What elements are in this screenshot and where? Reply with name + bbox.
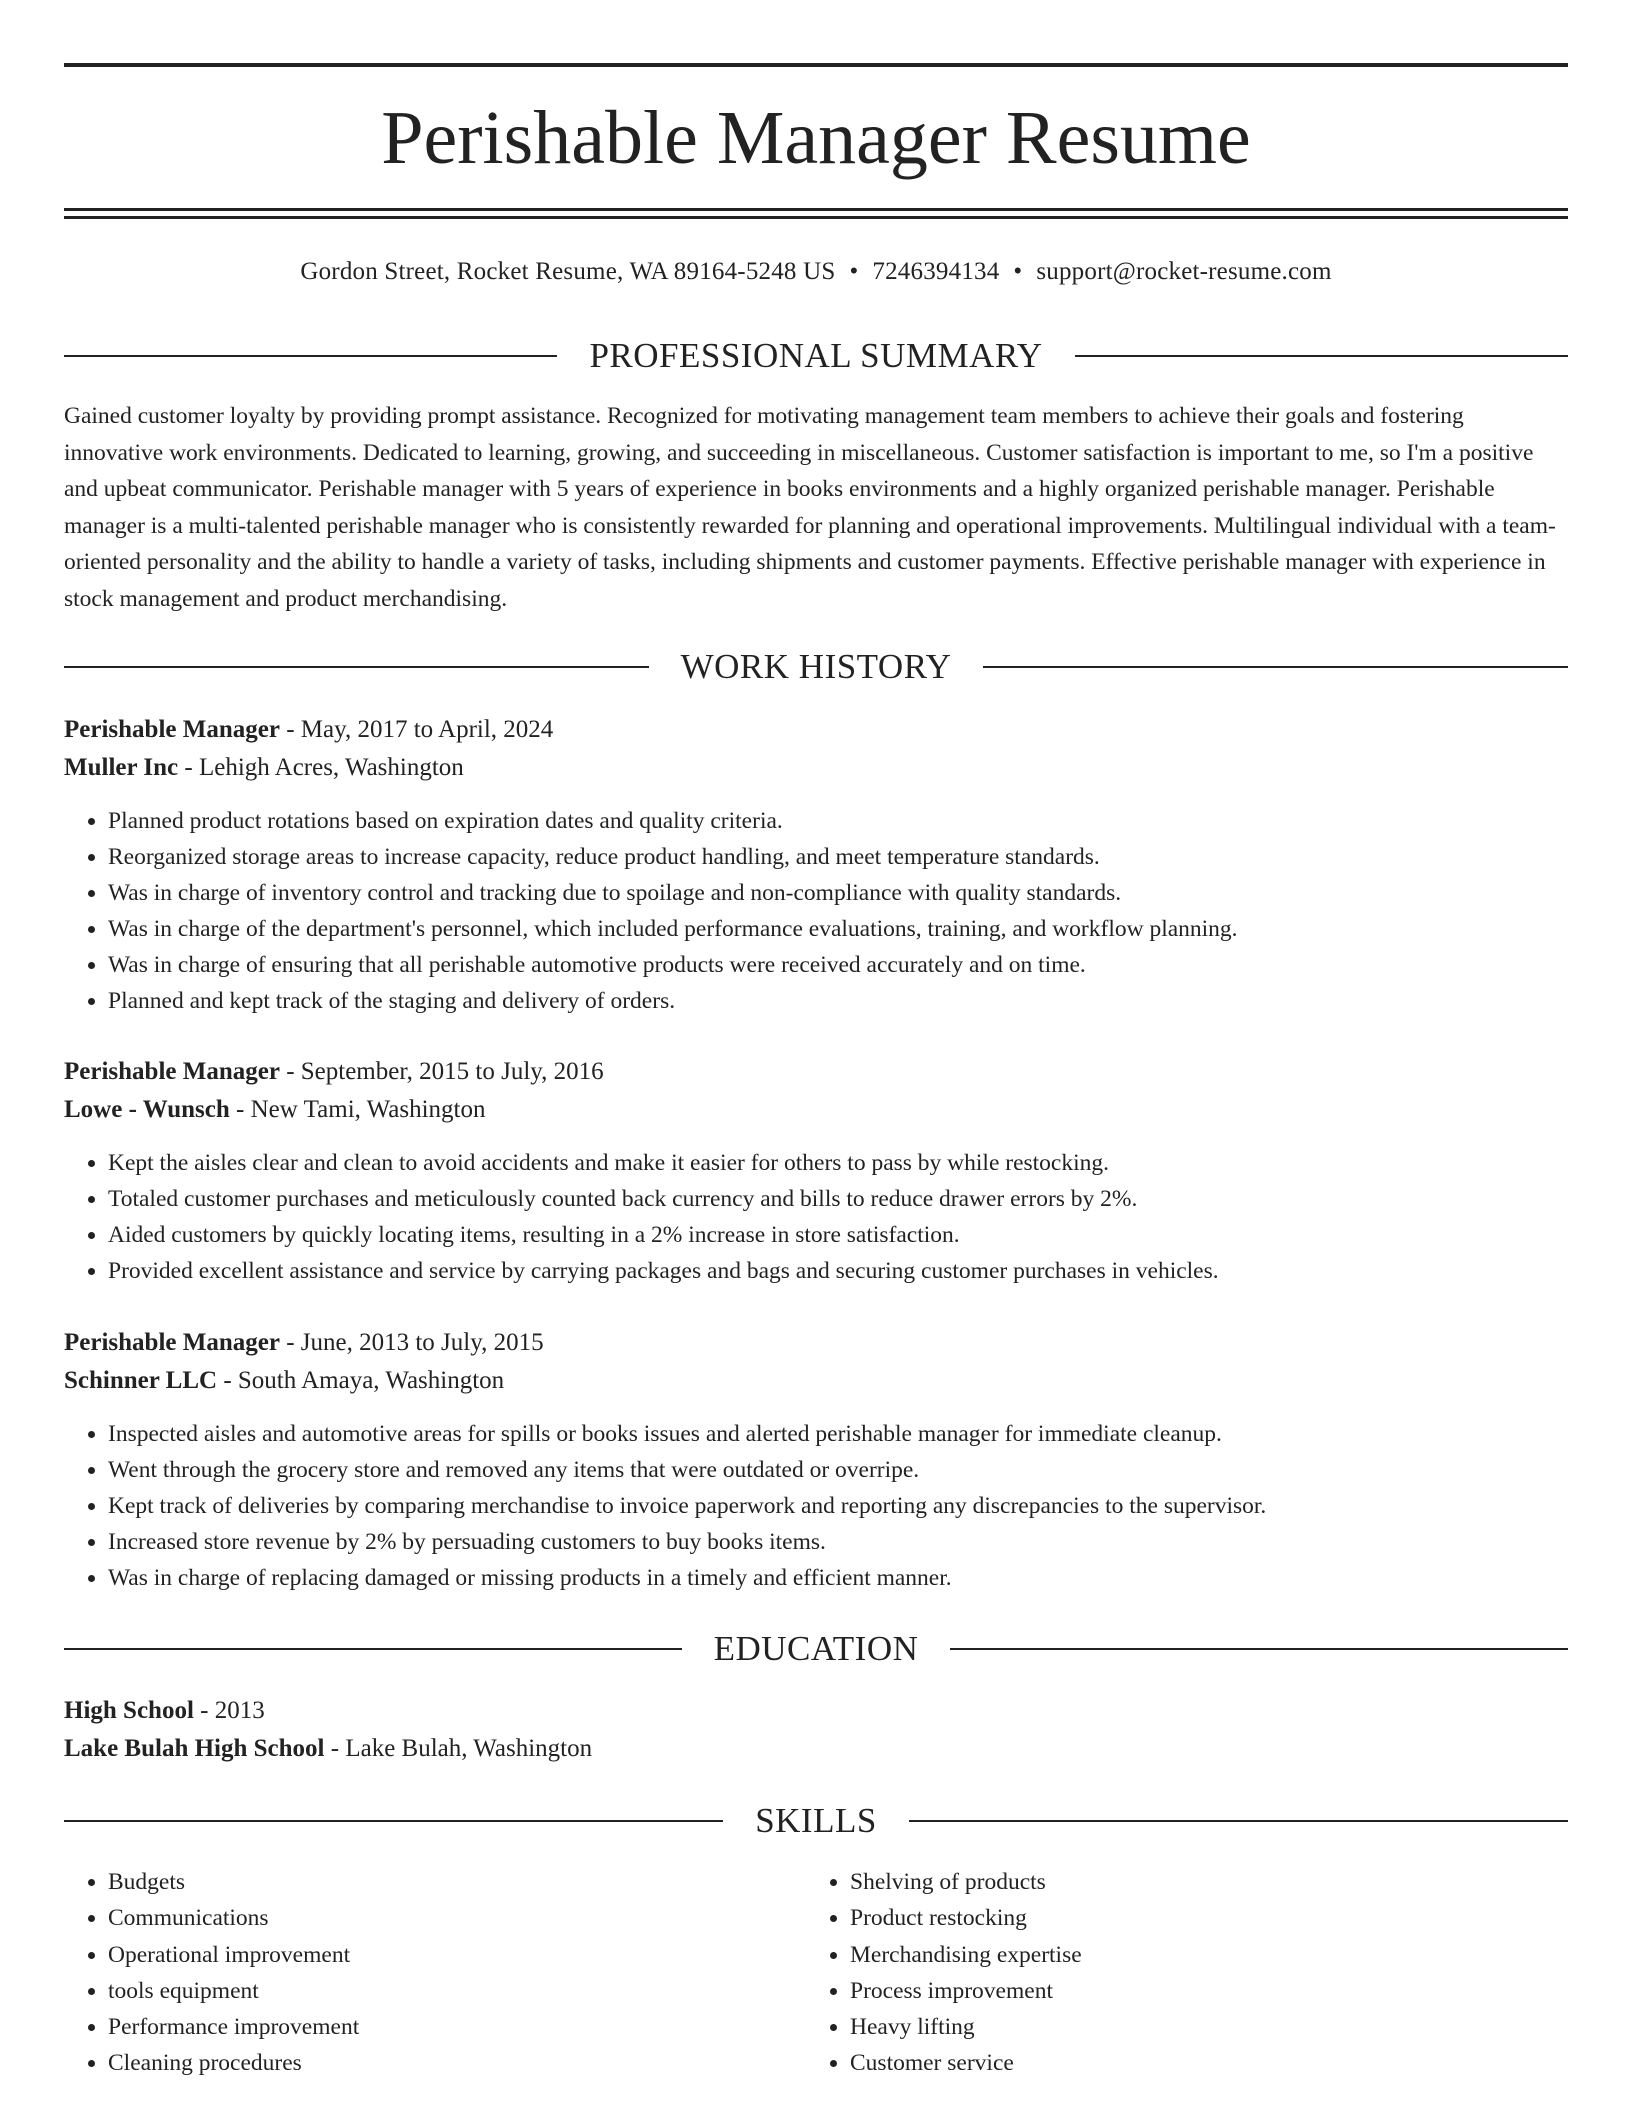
job-company: Schinner LLC — [64, 1367, 218, 1394]
job-bullet: • Was in charge of replacing damaged or missing products in a timely and efficient manner. — [108, 1560, 1568, 1596]
section-rule — [950, 1648, 1568, 1650]
section-header-skills — [64, 1797, 1568, 1845]
skill-item: • Operational improvement — [108, 1937, 806, 1973]
skills-list-left — [64, 1864, 806, 2082]
job-bullet: • Went through the grocery store and removed any items that were outdated or overripe. — [108, 1452, 1568, 1488]
job-company-line — [64, 1362, 1568, 1400]
job-bullet: • Was in charge of inventory control and tracking due to spoilage and non-compliance with quality standards. — [108, 875, 1568, 911]
job-company-line — [64, 1091, 1568, 1129]
job-bullet: • Increased store revenue by 2% by persuading customers to buy books items. — [108, 1524, 1568, 1560]
job-bullet: • Was in charge of the department's personnel, which included performance evaluations, training, and workflow planning. — [108, 911, 1568, 947]
job-bullet: • Reorganized storage areas to increase capacity, reduce product handling, and meet temperature standards. — [108, 839, 1568, 875]
job-bullet: • Provided excellent assistance and service by carrying packages and bags and securing customer purchases in vehicles. — [108, 1253, 1568, 1289]
job-bullet: • Kept track of deliveries by comparing merchandise to invoice paperwork and reporting any discrepancies to the supervisor. — [108, 1488, 1568, 1524]
job-title: Perishable Manager — [64, 1058, 280, 1085]
skill-item: • tools equipment — [108, 1973, 806, 2009]
job-bullets — [64, 1416, 1568, 1596]
job-company: Lowe - Wunsch — [64, 1096, 230, 1123]
skill-item: • Cleaning procedures — [108, 2045, 806, 2081]
section-rule — [64, 666, 649, 668]
job-location: - New Tami, Washington — [229, 1096, 486, 1123]
job-bullets — [64, 803, 1568, 1019]
education-degree: High School — [64, 1697, 194, 1724]
title-rule-lower — [64, 216, 1568, 219]
job-dates: - June, 2013 to July, 2015 — [279, 1329, 544, 1356]
job-bullet: • Planned and kept track of the staging and delivery of orders. — [108, 983, 1568, 1019]
skill-item: • Performance improvement — [108, 2009, 806, 2045]
job-title-line — [64, 1324, 1568, 1362]
skill-item: • Communications — [108, 1900, 806, 1936]
section-header-education — [64, 1625, 1568, 1673]
skills-columns — [64, 1864, 1568, 2082]
job-company-line — [64, 749, 1568, 787]
contact-separator: • — [1013, 258, 1023, 285]
job-dates: - May, 2017 to April, 2024 — [279, 716, 554, 743]
education-degree-line — [64, 1692, 1568, 1730]
contact-phone: 7246394134 — [872, 258, 1000, 285]
contact-email: support@rocket-resume.com — [1036, 258, 1332, 285]
section-rule — [1075, 355, 1568, 357]
section-header-work — [64, 643, 1568, 691]
job-company: Muller Inc — [64, 754, 179, 781]
education-location: - Lake Bulah, Washington — [324, 1735, 593, 1762]
skill-item: • Customer service — [850, 2045, 1548, 2081]
skill-item: • Merchandising expertise — [850, 1937, 1548, 1973]
section-rule — [983, 666, 1568, 668]
education-year: - 2013 — [193, 1697, 265, 1724]
job-entry — [64, 711, 1568, 1019]
skill-item: • Product restocking — [850, 1900, 1548, 1936]
job-location: - South Amaya, Washington — [217, 1367, 505, 1394]
job-title-line — [64, 1053, 1568, 1091]
skill-item: • Heavy lifting — [850, 2009, 1548, 2045]
section-rule — [64, 355, 557, 357]
job-bullet: • Totaled customer purchases and meticulously counted back currency and bills to reduce drawer errors by 2%. — [108, 1181, 1568, 1217]
contact-separator: • — [849, 258, 859, 285]
skills-list-right — [806, 1864, 1548, 2082]
section-title: WORK HISTORY — [680, 647, 952, 686]
contact-line — [64, 254, 1568, 290]
section-rule — [909, 1820, 1568, 1822]
education-entry — [64, 1692, 1568, 1768]
job-entry — [64, 1053, 1568, 1289]
section-title: PROFESSIONAL SUMMARY — [589, 336, 1043, 375]
title-rule-upper — [64, 208, 1568, 211]
job-bullet: • Inspected aisles and automotive areas for spills or books issues and alerted perishable manager for immediate cleanup. — [108, 1416, 1568, 1452]
job-entry — [64, 1324, 1568, 1596]
section-header-summary — [64, 332, 1568, 380]
contact-address: Gordon Street, Rocket Resume, WA 89164-5248 US — [300, 258, 836, 285]
skill-item: • Shelving of products — [850, 1864, 1548, 1900]
job-bullets — [64, 1145, 1568, 1289]
job-bullet: • Was in charge of ensuring that all perishable automotive products were received accurately and on time. — [108, 947, 1568, 983]
job-dates: - September, 2015 to July, 2016 — [279, 1058, 604, 1085]
section-rule — [64, 1648, 682, 1650]
education-school-line — [64, 1730, 1568, 1768]
section-title: EDUCATION — [713, 1629, 919, 1668]
job-location: - Lehigh Acres, Washington — [178, 754, 464, 781]
job-title: Perishable Manager — [64, 1329, 280, 1356]
job-bullet: • Kept the aisles clear and clean to avoid accidents and make it easier for others to pass by while restocking. — [108, 1145, 1568, 1181]
education-school: Lake Bulah High School — [64, 1735, 325, 1762]
section-rule — [64, 1820, 723, 1822]
section-title: SKILLS — [755, 1801, 877, 1840]
job-title-line — [64, 711, 1568, 749]
summary-text: Gained customer loyalty by providing prompt assistance. Recognized for motivating management team members to achieve their goals and fostering innovative work environments. Dedicated to learning, growing, and succeeding in miscellaneous. Customer satisfaction is important to me, so I'm a positive and upbeat communicator. Perishable manager with 5 years of experience in books environments and a highly organized perishable manager. Perishable manager is a multi-talented perishable manager who is consistently rewarded for planning and operational improvements. Multilingual individual with a team-oriented personality and the ability to handle a variety of tasks, including shipments and customer payments. Effective perishable manager with experience in stock management and product merchandising. — [64, 403, 1556, 612]
job-title: Perishable Manager — [64, 716, 280, 743]
job-bullet: • Aided customers by quickly locating items, resulting in a 2% increase in store satisfaction. — [108, 1217, 1568, 1253]
job-bullet: • Planned product rotations based on expiration dates and quality criteria. — [108, 803, 1568, 839]
skill-item: • Budgets — [108, 1864, 806, 1900]
top-rule — [64, 63, 1568, 67]
resume-title: Perishable Manager Resume — [381, 96, 1251, 180]
skill-item: • Process improvement — [850, 1973, 1548, 2009]
